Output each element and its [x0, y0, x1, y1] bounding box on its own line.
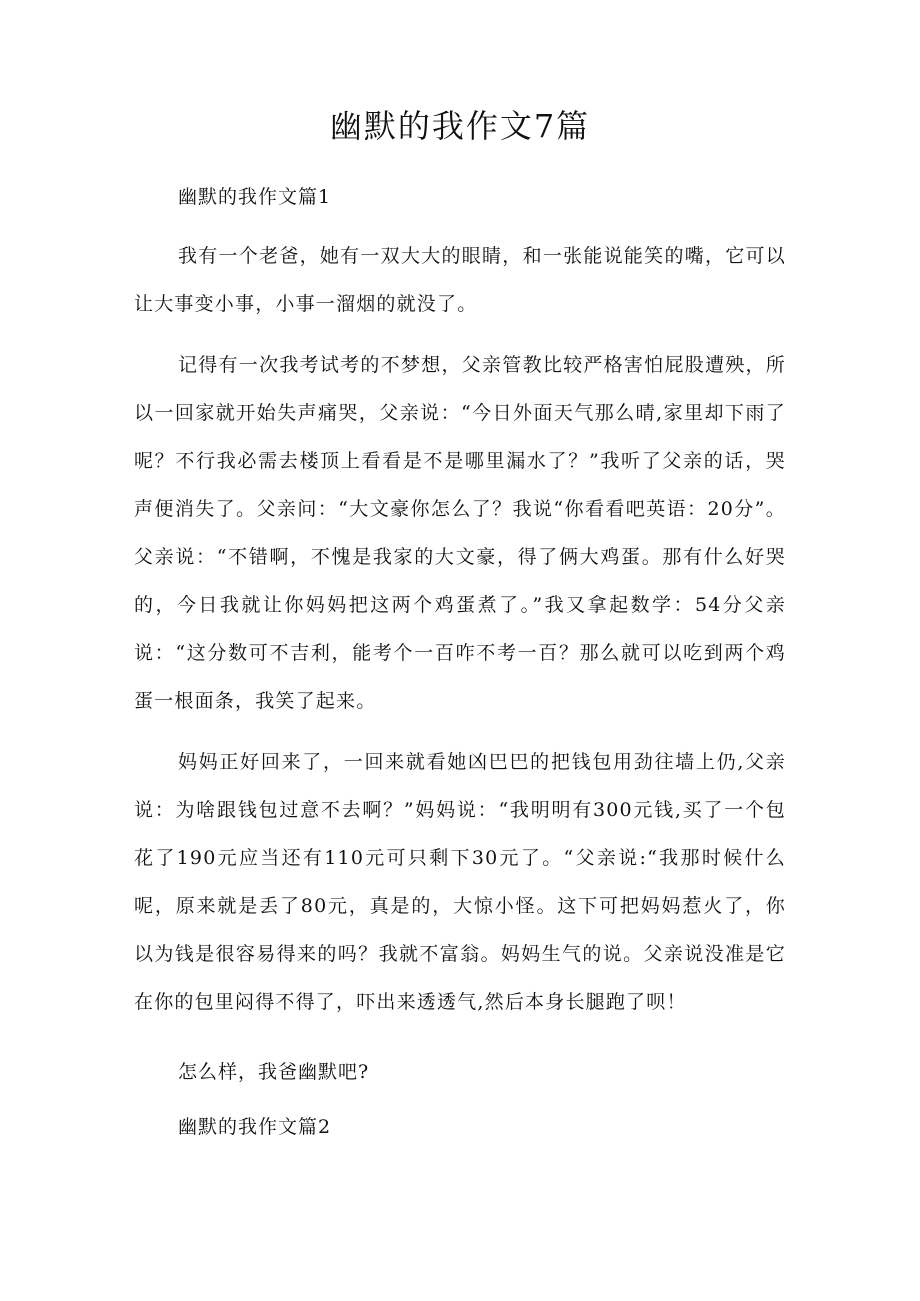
section-heading-1: 幽默的我作文篇1 [178, 186, 332, 208]
paragraph-3: 妈妈正好回来了，一回来就看她凶巴巴的把钱包用劲往墙上仍,父亲说：为啥跟钱包过意不去啊？”妈妈说：“我明明有300元钱,买了一个包花了190元应当还有110元可只剩下30元了。“父亲说:“我那时候什么呢，原来就是丢了80元，真是的，大惊小怪。这下可把妈妈惹火了，你以为钱是很容易得来的吗？我就不富翁。妈妈生气的说。父亲说没准是它在你的包里闷得不得了，吓出来透透气,然后本身长腿跑了呗！ [134, 751, 786, 1013]
paragraph-2: 记得有一次我考试考的不梦想，父亲管教比较严格害怕屁股遭殃，所以一回家就开始失声痛哭，父亲说：“今日外面天气那么晴,家里却下雨了呢？不行我必需去楼顶上看看是不是哪里漏水了？”我听了父亲的话，哭声便消失了。父亲问：“大文豪你怎么了？我说“你看看吧英语：20分”。父亲说：“不错啊，不愧是我家的大文豪，得了俩大鸡蛋。那有什么好哭的，今日我就让你妈妈把这两个鸡蛋煮了。”我又拿起数学：54分父亲说：“这分数可不吉利，能考个一百咋不考一百？那么就可以吃到两个鸡蛋一根面条，我笑了起来。 [134, 354, 786, 712]
document-title: 幽默的我作文7篇 [329, 107, 591, 145]
closing-line: 怎么样，我爸幽默吧? [178, 1061, 370, 1083]
paragraph-1: 我有一个老爸，她有一双大大的眼睛，和一张能说能笑的嘴，它可以让大事变小事，小事一溜烟的就没了。 [134, 245, 786, 315]
section-heading-2: 幽默的我作文篇2 [178, 1116, 332, 1138]
